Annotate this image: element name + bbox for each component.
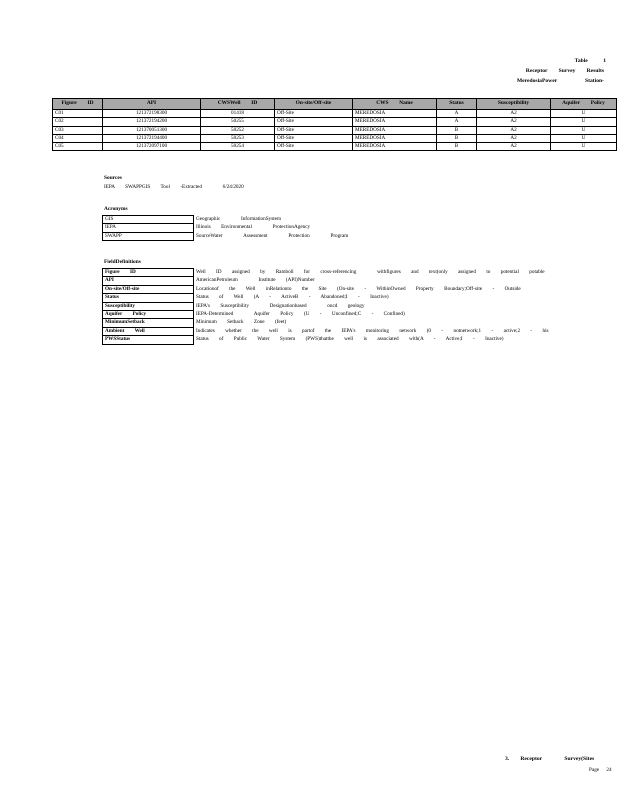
table-cell: MEREDOSIA <box>353 110 437 118</box>
table-cell: 50255 <box>201 118 275 126</box>
field-definition-row-term: On-site/Off-site <box>103 285 194 293</box>
acronym-row-term: IEPA <box>103 224 194 232</box>
field-definition-row-term: Figure ID <box>103 269 194 277</box>
column-header: Susceptibility <box>477 99 551 110</box>
table-cell: B <box>437 143 477 151</box>
table-cell: 121372198300 <box>103 110 201 118</box>
acronym-row-term: GIS <box>103 216 194 224</box>
field-definition-row-term: Status <box>103 294 194 302</box>
table-cell: C04 <box>53 134 103 142</box>
table-cell: 50253 <box>201 134 275 142</box>
table-body <box>53 110 617 151</box>
table-cell: Off-Site <box>275 143 353 151</box>
table-cell: 50254 <box>201 143 275 151</box>
table-cell: C02 <box>53 118 103 126</box>
field-definition-row <box>103 269 617 277</box>
table-cell: Off-Site <box>275 118 353 126</box>
table-cell: B <box>437 134 477 142</box>
field-definition-row-term: Ambient Well <box>103 327 194 335</box>
column-header: Aquifer Policy <box>551 99 617 110</box>
field-definition-row <box>103 319 617 327</box>
table-row <box>53 118 617 126</box>
table-cell: A <box>437 110 477 118</box>
table-cell: MEREDOSIA <box>353 134 437 142</box>
field-definition-row-definition: IEPA-Determined Aquifer Policy (U - Unconfined;C - Confined) <box>194 310 617 318</box>
field-definition-row-definition: Minimum Setback Zone (feet) <box>194 319 617 327</box>
field-definition-row <box>103 310 617 318</box>
sources-title: Sources <box>104 175 122 181</box>
table-cell: MEREDOSIA <box>353 126 437 134</box>
table-cell: A2 <box>477 126 551 134</box>
field-definition-row-definition: IEPA's Susceptibility Designationbased oncd geology <box>194 302 617 310</box>
table-row <box>53 126 617 134</box>
table-cell: A2 <box>477 118 551 126</box>
table-cell: Off-Site <box>275 134 353 142</box>
report-title: Receptor Survey Results <box>525 68 604 74</box>
field-definition-row <box>103 327 617 335</box>
field-definition-row <box>103 302 617 310</box>
table-cell: U <box>551 118 617 126</box>
field-definition-row-definition: Locationof the Well inRelationto the Site (On-site - WithinOwned Property Boundary;Off-site - Outside <box>194 285 617 293</box>
table-cell: U <box>551 126 617 134</box>
acronym-row-definition: Geographic InformationSystem <box>194 216 372 224</box>
column-header: API <box>103 99 201 110</box>
table-header-row <box>53 99 617 110</box>
table-label-line <box>575 59 606 65</box>
acronym-row <box>103 216 372 224</box>
field-definition-row-definition: Indicates whether the well is partof the IEPA's monitoring network (0 - notnetwork;1 - active;2 - his <box>194 327 617 335</box>
table-cell: 50252 <box>201 126 275 134</box>
column-header: CWSWell ID <box>201 99 275 110</box>
field-definition-row-definition: Well ID assigned by Ramboll for cross-referencing withfigures and text(only assigned to potential potable <box>194 269 617 277</box>
page-label: Page <box>589 767 600 773</box>
table-cell: 121372097100 <box>103 143 201 151</box>
table-cell: 121372194400 <box>103 134 201 142</box>
table-cell: MEREDOSIA <box>353 118 437 126</box>
table-row <box>53 134 617 142</box>
acronyms-title: Acronyms <box>104 206 128 212</box>
table-cell: 01418 <box>201 110 275 118</box>
table-cell: U <box>551 110 617 118</box>
acronym-row-term: SWAPP <box>103 232 194 240</box>
table-cell: A2 <box>477 143 551 151</box>
footer-doc-ref: 3. Receptor Survey(Sites <box>505 756 595 762</box>
field-definition-row-definition: Status of Public Water System (PWS)thatthe well is associated with(A - Active;I - Inactive) <box>194 336 617 344</box>
table-cell: A2 <box>477 134 551 142</box>
field-definition-row-term: Aquifer Policy <box>103 310 194 318</box>
table-label: Table <box>574 58 588 64</box>
table-number: 1 <box>603 58 606 64</box>
table-cell: U <box>551 134 617 142</box>
table-cell: MEREDOSIA <box>353 143 437 151</box>
field-definition-row-definition: AmericanPetroleum Institute (API)Number <box>194 277 617 285</box>
table-cell: 121372194200 <box>103 118 201 126</box>
table-cell: 121370051300 <box>103 126 201 134</box>
field-definitions-table <box>102 268 616 345</box>
table-cell: B <box>437 126 477 134</box>
field-definition-row-term: Susceptibility <box>103 302 194 310</box>
acronym-row-definition: Illinois Environmental ProtectionAgency <box>194 224 372 232</box>
table-row <box>53 110 617 118</box>
acronyms-table <box>102 215 371 241</box>
table-row <box>53 143 617 151</box>
field-definition-row <box>103 336 617 344</box>
column-header: CWS Name <box>353 99 437 110</box>
table-cell: A <box>437 118 477 126</box>
footer-page <box>589 768 612 773</box>
table-cell: U <box>551 143 617 151</box>
table-cell: A2 <box>477 110 551 118</box>
field-definition-row-definition: Status of Well (A - ActiveB - Abandoned;I - Inactive) <box>194 294 617 302</box>
table-cell: C01 <box>53 110 103 118</box>
field-definition-row <box>103 285 617 293</box>
field-definition-row <box>103 294 617 302</box>
sources-text: IEPA SWAPPGIS Tool -Extracted 6/24/2020 <box>104 184 244 190</box>
table-cell: Off-Site <box>275 110 353 118</box>
column-header: On-site/Off-site <box>275 99 353 110</box>
acronym-row <box>103 232 372 240</box>
field-definition-row-term: MinimumSetback <box>103 319 194 327</box>
field-definition-row <box>103 277 617 285</box>
receptor-table <box>52 98 617 151</box>
table-cell: C05 <box>53 143 103 151</box>
field-definition-row-term: PWSStatus <box>103 336 194 344</box>
page-number: 24 <box>606 767 612 773</box>
table-cell: C03 <box>53 126 103 134</box>
station-name: MeredosiaPower Station- <box>516 78 604 84</box>
table-cell: Off-Site <box>275 126 353 134</box>
acronym-row-definition: SourceWater Assessment Protection Program <box>194 232 372 240</box>
field-definitions-title: FieldDefinitions <box>104 259 141 265</box>
acronym-row <box>103 224 372 232</box>
column-header: Figure ID <box>53 99 103 110</box>
field-definition-row-term: API <box>103 277 194 285</box>
column-header: Status <box>437 99 477 110</box>
